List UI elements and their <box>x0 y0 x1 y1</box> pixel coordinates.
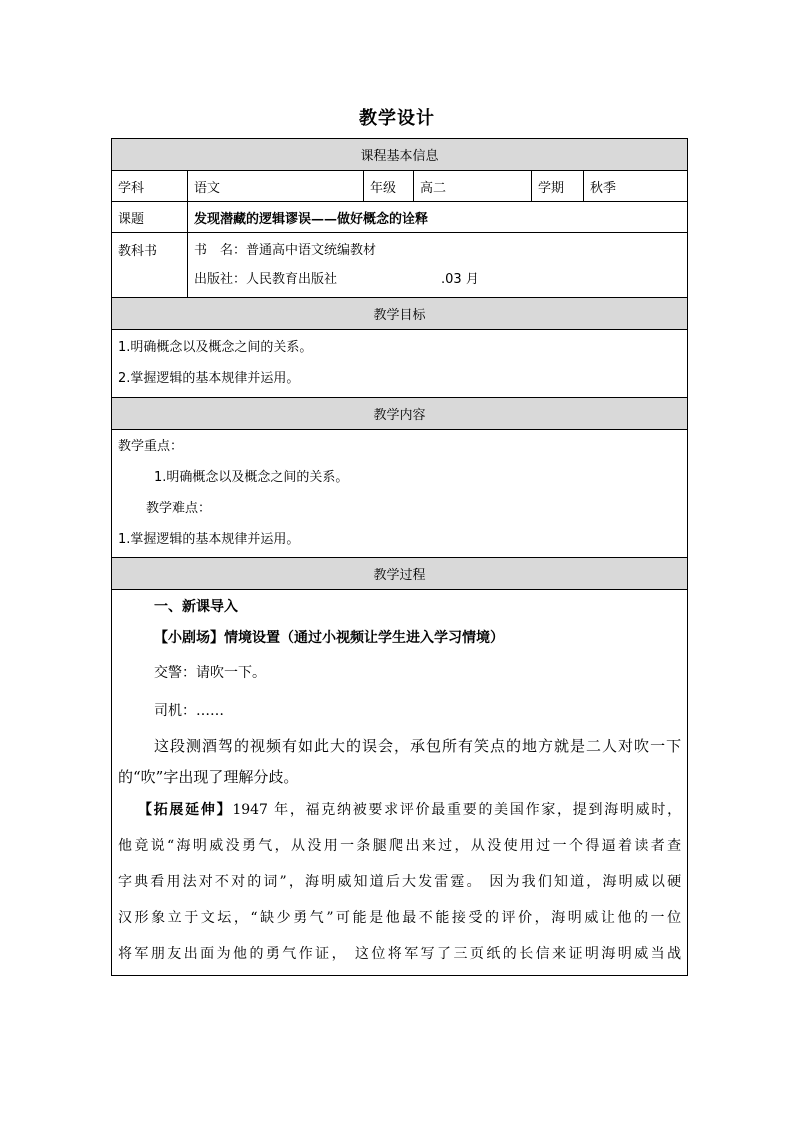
process-section-1-title: 一、新课导入 <box>154 599 238 615</box>
textbook-date: .03 月 <box>441 272 479 287</box>
lesson-plan-table <box>111 138 688 976</box>
extension-line-3: 字典看用法对不对的词”，海明威知道后大发雷霆。 因为我们知道，海明威以硬 <box>118 874 682 890</box>
extension-line-4: 汉形象立于文坛，“缺少勇气”可能是他最不能接受的评价，海明威让他的一位 <box>118 910 682 926</box>
section-header-basic-info: 课程基本信息 <box>112 139 688 171</box>
term-value: 秋季 <box>584 171 688 202</box>
grade-label: 年级 <box>364 171 414 202</box>
textbook-publisher: 出版社：人民教育出版社 <box>194 272 338 287</box>
section-header-goals: 教学目标 <box>112 298 688 330</box>
goals-body <box>112 330 688 398</box>
topic-label: 课题 <box>112 202 188 233</box>
grade-value: 高二 <box>414 171 532 202</box>
extension-tag: 【拓展延伸】 <box>138 802 233 818</box>
section-header-content: 教学内容 <box>112 398 688 430</box>
section-header-process: 教学过程 <box>112 558 688 590</box>
textbook-publisher-row <box>194 265 681 294</box>
key-point-item: 1.明确概念以及概念之间的关系。 <box>154 470 349 485</box>
subject-value: 语文 <box>188 171 364 202</box>
content-body <box>112 430 688 558</box>
process-body <box>112 590 688 976</box>
term-label: 学期 <box>532 171 584 202</box>
textbook-name: 书 名：普通高中语文统编教材 <box>194 243 377 258</box>
goal-item-1: 1.明确概念以及概念之间的关系。 <box>118 340 313 355</box>
document-title: 教学设计 <box>359 108 435 129</box>
extension-line-2: 他竟说“海明威没勇气，从没用一条腿爬出来过，从没使用过一个得逼着读者查 <box>118 838 682 854</box>
subject-label: 学科 <box>112 171 188 202</box>
scene-heading <box>118 623 681 654</box>
scene-tag: 【小剧场】 <box>154 630 224 646</box>
textbook-label: 教科书 <box>112 233 188 298</box>
difficult-point-item: 1.掌握逻辑的基本规律并运用。 <box>118 532 300 547</box>
key-points-label: 教学重点： <box>118 439 184 454</box>
topic-value: 发现潜藏的逻辑谬误——做好概念的诠释 <box>188 202 688 233</box>
paragraph-1-line-1: 这段测酒驾的视频有如此大的误会，承包所有笑点的地方就是二人对吹一下 <box>154 737 682 755</box>
difficult-points-label: 教学难点： <box>146 501 212 516</box>
paragraph-1-line-2: 的“吹”字出现了理解分歧。 <box>118 768 299 786</box>
goal-item-2: 2.掌握逻辑的基本规律并运用。 <box>118 371 300 386</box>
extension-line-1-text: 1947 年，福克纳被要求评价最重要的美国作家，提到海明威时， <box>232 802 682 818</box>
extension-line-1 <box>118 792 681 828</box>
textbook-info <box>188 233 688 298</box>
scene-text: 情境设置（通过小视频让学生进入学习情境） <box>224 630 504 646</box>
dialogue-driver: 司机：…… <box>154 703 224 719</box>
extension-line-5: 将军朋友出面为他的勇气作证， 这位将军写了三页纸的长信来证明海明威当战 <box>118 946 682 962</box>
dialogue-police: 交警：请吹一下。 <box>154 665 266 681</box>
